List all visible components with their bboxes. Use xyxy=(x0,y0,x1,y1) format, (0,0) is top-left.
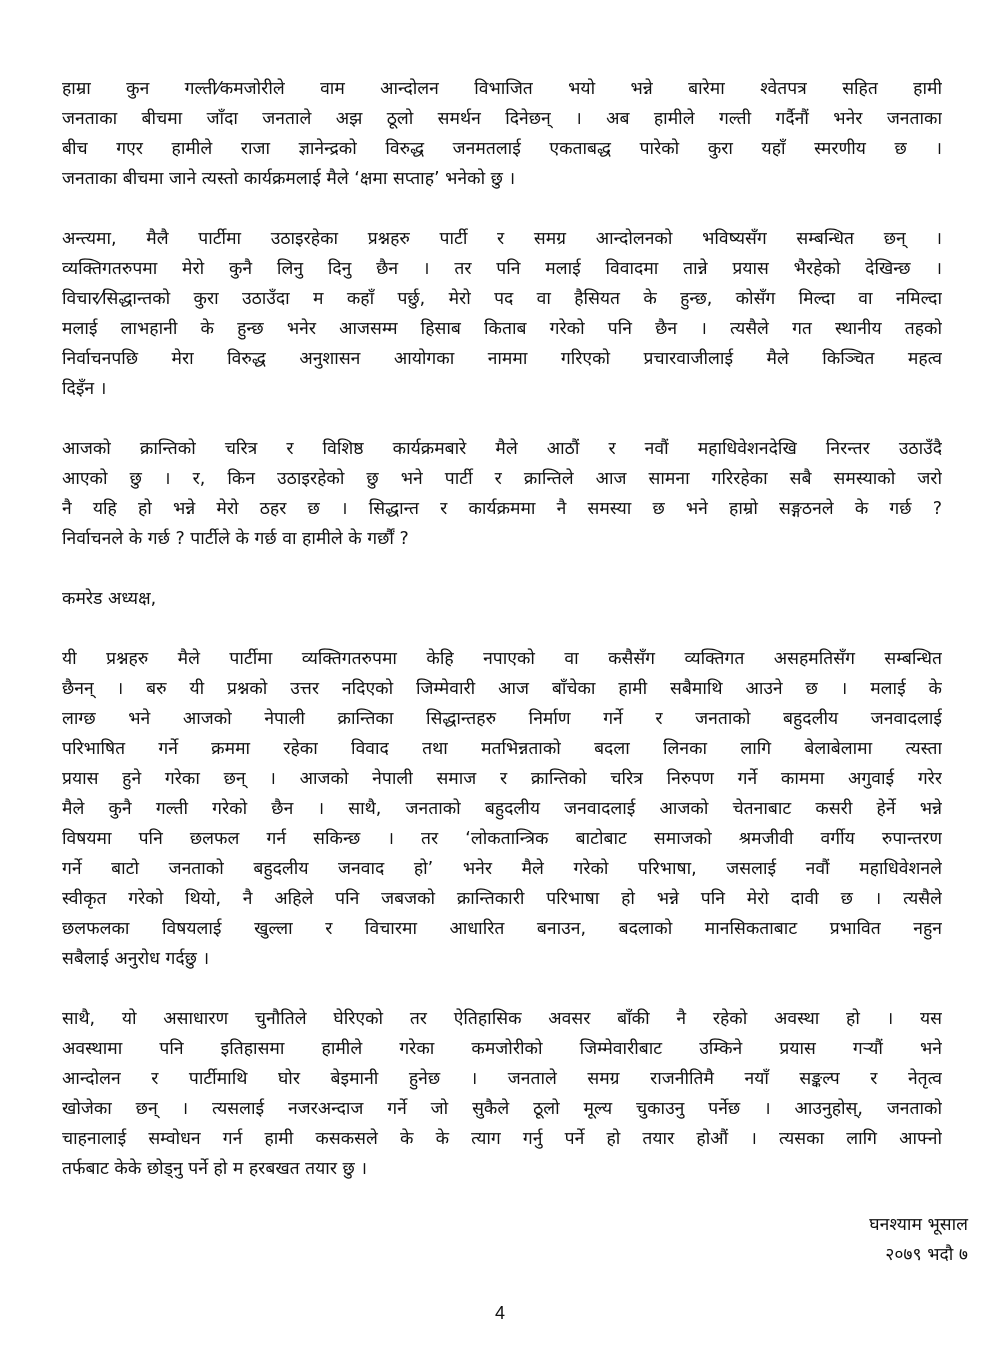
text-line: चाहनालाई सम्वोधन गर्न हामी कसकसले के के त्याग गर्नु पर्ने हो तयार होऔं । त्यसका लागि आफ्नो xyxy=(62,1129,942,1149)
text-line: गर्ने बाटो जनताको बहुदलीय जनवाद हो’ भनेर मैले गरेको परिभाषा, जसलाई नवौं महाधिवेशनले xyxy=(62,859,942,879)
text-line: अन्त्यमा, मैलै पार्टीमा उठाइरहेका प्रश्नहरु पार्टी र समग्र आन्दोलनको भविष्यसँग सम्बन्धित छन् । xyxy=(62,229,942,249)
text-line: जनताका बीचमा जाँदा जनताले अझ ठूलो समर्थन दिनेछन् । अब हामीले गल्ती गर्दैनौं भनेर जनताका xyxy=(62,109,942,129)
document-body xyxy=(62,74,942,1184)
paragraph-1 xyxy=(62,74,942,194)
text-line: परिभाषित गर्ने क्रममा रहेका विवाद तथा मतभिन्नताको बदला लिनका लागि बेलाबेलामा त्यस्ता xyxy=(62,739,942,759)
text-line: स्वीकृत गरेको थियो, नै अहिले पनि जबजको क्रान्तिकारी परिभाषा हो भन्ने पनि मेरो दावी छ । त्यसैले xyxy=(62,889,942,909)
text-line: यी प्रश्नहरु मैले पार्टीमा व्यक्तिगतरुपमा केहि नपाएको वा कसैसँग व्यक्तिगत असहमतिसँग सम्बन्धित xyxy=(62,649,942,669)
text-line: नै यहि हो भन्ने मेरो ठहर छ । सिद्धान्त र कार्यक्रममा नै समस्या छ भने हाम्रो सङ्गठनले के गर्छ ? xyxy=(62,499,942,519)
text-line: निर्वाचनले के गर्छ ? पार्टीले के गर्छ वा हामीले के गर्छौं ? xyxy=(62,529,409,549)
text-line: मैले कुनै गल्ती गरेको छैन । साथै, जनताको बहुदलीय जनवादलाई आजको चेतनाबाट कसरी हेर्ने भन्ने xyxy=(62,799,942,819)
text-line: तर्फबाट केके छोड्नु पर्ने हो म हरबखत तयार छु । xyxy=(62,1159,368,1179)
paragraph-2 xyxy=(62,224,942,404)
text-line: आन्दोलन र पार्टीमाथि घोर बेइमानी हुनेछ । जनताले समग्र राजनीतिमै नयाँ सङ्कल्प र नेतृत्व xyxy=(62,1069,942,1089)
text-line: छलफलका विषयलाई खुल्ला र विचारमा आधारित बनाउन, बदलाको मानसिकताबाट प्रभावित नहुन xyxy=(62,919,942,939)
salutation: कमरेड अध्यक्ष, xyxy=(62,589,157,609)
text-line: जनताका बीचमा जाने त्यस्तो कार्यक्रमलाई मैले ‘क्षमा सप्ताह’ भनेको छु । xyxy=(62,169,516,189)
text-line: हाम्रा कुन गल्ती⁄कमजोरीले वाम आन्दोलन विभाजित भयो भन्ने बारेमा श्वेतपत्र सहित हामी xyxy=(62,79,942,99)
paragraph-3 xyxy=(62,434,942,554)
text-line: आजको क्रान्तिको चरित्र र विशिष्ठ कार्यक्रमबारे मैले आठौं र नवौं महाधिवेशनदेखि निरन्तर उठाउँदै xyxy=(62,439,942,459)
text-line: बीच गएर हामीले राजा ज्ञानेन्द्रको विरुद्ध जनमतलाई एकताबद्ध पारेको कुरा यहाँ स्मरणीय छ । xyxy=(62,139,942,159)
text-line: छैनन् । बरु यी प्रश्नको उत्तर नदिएको जिम्मेवारी आज बाँचेका हामी सबैमाथि आउने छ । मलाई के xyxy=(62,679,942,699)
signature-date: २०७९ भदौ ७ xyxy=(885,1245,968,1265)
text-line: सबैलाई अनुरोध गर्दछु । xyxy=(62,949,210,969)
text-line: निर्वाचनपछि मेरा विरुद्ध अनुशासन आयोगका नाममा गरिएको प्रचारवाजीलाई मैले किञ्चित महत्व xyxy=(62,349,942,369)
signature-block xyxy=(869,1210,968,1270)
text-line: साथै, यो असाधारण चुनौतिले घेरिएको तर ऐतिहासिक अवसर बाँकी नै रहेको अवस्था हो । यस xyxy=(62,1009,942,1029)
text-line: विषयमा पनि छलफल गर्न सकिन्छ । तर ‘लोकतान्त्रिक बाटोबाट समाजको श्रमजीवी वर्गीय रुपान्तरण xyxy=(62,829,942,849)
text-line: विचार⁄सिद्धान्तको कुरा उठाउँदा म कहाँ पर्छु, मेरो पद वा हैसियत के हुन्छ, कोसँग मिल्दा वा नमिल्दा xyxy=(62,289,942,309)
text-line: प्रयास हुने गरेका छन् । आजको नेपाली समाज र क्रान्तिको चरित्र निरुपण गर्ने काममा अगुवाई गरेर xyxy=(62,769,942,789)
text-line: दिइँन । xyxy=(62,379,107,399)
text-line: खोजेका छन् । त्यसलाई नजरअन्दाज गर्ने जो सुकैले ठूलो मूल्य चुकाउनु पर्नेछ । आउनुहोस्, जनताको xyxy=(62,1099,942,1119)
paragraph-5 xyxy=(62,1004,942,1184)
text-line: मलाई लाभहानी के हुन्छ भनेर आजसम्म हिसाब किताब गरेको पनि छैन । त्यसैले गत स्थानीय तहको xyxy=(62,319,942,339)
text-line: आएको छु । र, किन उठाइरहेको छु भने पार्टी र क्रान्तिले आज सामना गरिरहेका सबै समस्याको जरो xyxy=(62,469,942,489)
text-line: अवस्थामा पनि इतिहासमा हामीले गरेका कमजोरीको जिम्मेवारीबाट उम्किने प्रयास गर्‍यौं भने xyxy=(62,1039,942,1059)
paragraph-4 xyxy=(62,644,942,974)
author-name: घनश्याम भूसाल xyxy=(869,1215,968,1235)
text-line: लाग्छ भने आजको नेपाली क्रान्तिका सिद्धान्तहरु निर्माण गर्ने र जनताको बहुदलीय जनवादलाई xyxy=(62,709,942,729)
page-number: 4 xyxy=(494,1303,505,1323)
text-line: व्यक्तिगतरुपमा मेरो कुनै लिनु दिनु छैन । तर पनि मलाई विवादमा तान्ने प्रयास भैरहेको देखिन्छ । xyxy=(62,259,942,279)
